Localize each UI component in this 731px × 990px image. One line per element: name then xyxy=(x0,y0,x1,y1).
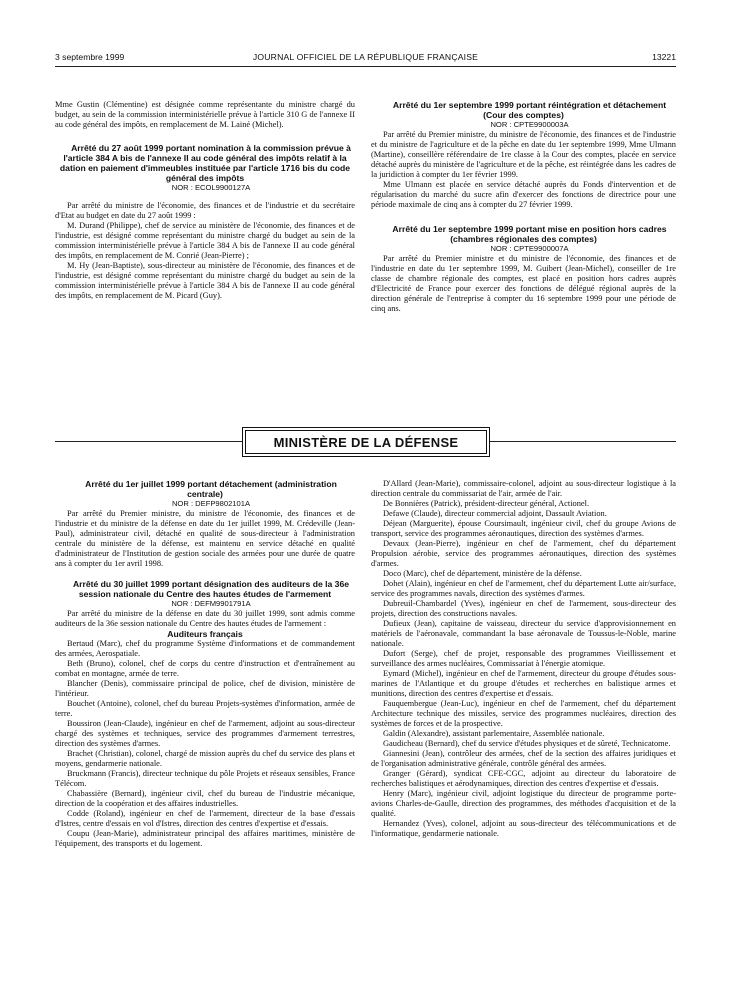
list-item: Gaudicheau (Bernard), chef du service d'études physiques et de sûreté, Technicatome. xyxy=(383,739,671,748)
decree-title-reintegration: Arrêté du 1er septembre 1999 portant réintégration et détachement (Cour des comptes) xyxy=(392,100,667,120)
header-date: 3 septembre 1999 xyxy=(55,52,125,62)
list-item: Brachet (Christian), colonel, chargé de mission auprès du chef du service des plans et moyens, gendarmerie nationale. xyxy=(55,749,355,768)
decree-paragraph: Par arrêté du ministre de l'économie, des finances et de l'industrie et du secrétaire d'Etat au budget en date du 27 août 1999 : xyxy=(55,201,355,220)
list-item: Blancher (Denis), commissaire principal de police, chef de division, ministère de l'intérieur. xyxy=(55,679,355,698)
list-item: De Bonnières (Patrick), président-directeur général, Actionel. xyxy=(383,499,590,508)
list-item: Codde (Roland), ingénieur en chef de l'armement, directeur de la base d'essais d'Istres, centre d'essais en vol d'Istres, direction des centres d'expertise et d'essais. xyxy=(55,809,355,828)
list-item: Henry (Marc), ingénieur civil, adjoint logistique du directeur de programme porte-avions Charles-de-Gaulle, direction des programmes, des méthodes d'acquisition et de la qualité. xyxy=(371,789,676,818)
decree-paragraph: Par arrêté du Premier ministre, du ministre de l'économie, des finances et de l'industrie et du ministre de l'agriculture et de la pêche en date du 1er septembre 1999, Mme Ulmann (Martine), conseillère référendaire de 1re classe à la Cour des comptes, placée en service détaché auprès du ministère de l'agriculture et de la pêche, est réintégrée dans les cadres de la juridiction à compter du 1er février 1999. xyxy=(371,130,676,179)
section-rule-left xyxy=(55,441,243,442)
list-item: Fauquembergue (Jean-Luc), ingénieur en chef de l'armement, chef du département Architecture technique des missiles, service des programmes nucléaires, direction des systèmes de forces et de la prospective. xyxy=(371,699,676,728)
decree-paragraph: Par arrêté du Premier ministre et du ministre de l'économie, des finances et de l'industrie en date du 1er septembre 1999, M. Guibert (Jean-Michel), conseiller de 1re classe de chambre régionale des comptes, est placé en position hors cadres auprès d'Electricité de France pour exercer des fonctions de délégué régional auprès de la direction générale de l'entreprise à compter du 16 septembre 1999 pour une période de cinq ans. xyxy=(371,254,676,313)
list-item: Dufort (Serge), chef de projet, responsable des programmes Vieillissement et surveillance des armes nucléaires, Commissariat à l'énergie atomique. xyxy=(371,649,676,668)
list-item: Bouchet (Antoine), colonel, chef du bureau Projets-systèmes d'information, armée de terre. xyxy=(55,699,355,718)
list-item: Granger (Gérard), syndicat CFE-CGC, adjoint au directeur du laboratoire de recherches balistiques et aérodynamiques, direction des centres d'expertise et d'essais. xyxy=(371,769,676,788)
list-item: Dohet (Alain), ingénieur en chef de l'armement, chef du département Lutte air/surface, service des programmes navals, direction des systèmes d'armes. xyxy=(371,579,676,598)
ministry-heading: MINISTÈRE DE LA DÉFENSE xyxy=(245,430,487,454)
page-header xyxy=(55,52,676,66)
decree-title-commission: Arrêté du 27 août 1999 portant nomination à la commission prévue à l'article 384 A bis de l'annexe II au code général des impôts relatif à la dation en paiement d'immeubles instituée par l'article 1716 bis du code général des impôts xyxy=(59,143,351,183)
decree-paragraph: Par arrêté du Premier ministre, du ministre de l'économie, des finances et de l'industrie et du ministre de la défense en date du 1er juillet 1999, M. Crédeville (Jean-Paul), administrateur civil, détaché en qualité de sous-directeur à l'administration centrale du ministère de la défense, est maintenu en service détaché en qualité d'administrateur de l'Institution de gestion sociale des armées pour une durée de quatre ans à compter du 1er avril 1998. xyxy=(55,509,355,568)
decree-paragraph: Mme Ulmann est placée en service détaché auprès du Fonds d'intervention et de régularisation du marché du sucre afin d'exercer des fonctions de directrice pour une période maximale de cinq ans à compter du 27 février 1999. xyxy=(371,180,676,209)
list-item: Bertaud (Marc), chef du programme Système d'informations et de commandement des armées, Aerospatiale. xyxy=(55,639,355,658)
decree-paragraph: M. Hy (Jean-Baptiste), sous-directeur au ministère de l'économie, des finances et de l'industrie, est désigné comme représentant du ministre chargé du budget au sein de la commission interministérielle prévue à l'article 384 A bis de l'annexe II au code général des impôts, en remplacement de M. Picard (Guy). xyxy=(55,261,355,300)
nor-reference: NOR : DEFP9802101A xyxy=(171,499,251,508)
list-item: D'Allard (Jean-Marie), commissaire-colonel, adjoint au sous-directeur logistique à la direction centrale du commissariat de l'air, armée de l'air. xyxy=(371,479,676,498)
list-item: Boussiron (Jean-Claude), ingénieur en chef de l'armement, adjoint au sous-directeur chargé des systèmes et techniques, service des programmes d'armement terrestres, direction des systèmes d'armes. xyxy=(55,719,355,748)
decree-paragraph: Par arrêté du ministre de la défense en date du 30 juillet 1999, sont admis comme auditeurs de la 36e session nationale du Centre des hautes études de l'armement : xyxy=(55,609,355,628)
intro-paragraph: Mme Gustin (Clémentine) est désignée comme représentante du ministre chargé du budget, au sein de la commission interministérielle prévue à l'article 310 G de l'annexe II au code général des impôts, en remplacement de M. Lainé (Michel). xyxy=(55,100,355,129)
list-item: Eymard (Michel), ingénieur en chef de l'armement, directeur du groupe d'études sous-marines de l'Atlantique et du groupe d'études et recherches en balistique armes et munitions, direction des centres d'expertise et d'essais. xyxy=(371,669,676,698)
right-bottom-column xyxy=(371,479,676,839)
header-page-number: 13221 xyxy=(652,52,676,62)
header-rule xyxy=(55,66,676,67)
list-item: Giannesini (Jean), contrôleur des armées, chef de la section des affaires juridiques et de l'organisation administrative générale, contrôle général des armées. xyxy=(371,749,676,768)
section-rule-right xyxy=(489,441,676,442)
list-item: Beth (Bruno), colonel, chef de corps du centre d'instruction et d'entraînement au combat en montagne, armée de terre. xyxy=(55,659,355,678)
decree-title-hors-cadres: Arrêté du 1er septembre 1999 portant mise en position hors cadres (chambres régionales des comptes) xyxy=(392,224,667,244)
decree-title-detachement: Arrêté du 1er juillet 1999 portant détachement (administration centrale) xyxy=(85,479,337,499)
list-item: Coupu (Jean-Marie), administrateur principal des affaires maritimes, ministère de l'équipement, des transports et du logement. xyxy=(55,829,355,848)
list-item: Galdin (Alexandre), assistant parlementaire, Assemblée nationale. xyxy=(383,729,605,738)
list-item: Doco (Marc), chef de département, ministère de la défense. xyxy=(383,569,582,578)
list-item: Defawe (Claude), directeur commercial adjoint, Dassault Aviation. xyxy=(383,509,607,518)
nor-reference: NOR : CPTE9900007A xyxy=(490,244,569,253)
list-item: Dubreuil-Chambardel (Yves), ingénieur en chef de l'armement, sous-directeur des projets, direction des constructions navales. xyxy=(371,599,676,618)
nor-reference: NOR : DEFM9901791A xyxy=(171,599,251,608)
list-item: Dufieux (Jean), capitaine de vaisseau, directeur du service d'approvisionnement en matériels de l'aéronavale, commandant la base aéronavale de Toussus-le-Noble, marine nationale. xyxy=(371,619,676,648)
list-item: Devaux (Jean-Pierre), ingénieur en chef de l'armement, chef du département Propulsion aérobie, service des programmes aéronautiques, direction des systèmes d'armes. xyxy=(371,539,676,568)
nor-reference: NOR : ECOL9900127A xyxy=(171,183,251,192)
decree-paragraph: M. Durand (Philippe), chef de service au ministère de l'économie, des finances et de l'industrie, est désigné comme représentant du ministre chargé du budget au sein de la commission interministérielle prévue à l'article 384 A bis de l'annexe II au code général des impôts, en remplacement de M. Conrié (Jean-Pierre) ; xyxy=(55,221,355,260)
right-top-column xyxy=(371,100,676,314)
list-item: Bruckmann (Francis), directeur technique du pôle Projets et réseaux sensibles, France Télécom. xyxy=(55,769,355,788)
nor-reference: NOR : CPTE9900003A xyxy=(490,120,569,129)
list-item: Hernandez (Yves), colonel, adjoint au sous-directeur des télécommunications et de l'informatique, gendarmerie nationale. xyxy=(371,819,676,838)
left-bottom-column xyxy=(55,479,355,849)
left-top-column xyxy=(55,100,355,301)
list-subtitle: Auditeurs français xyxy=(167,629,243,639)
list-item: Déjean (Marguerite), épouse Coursimault, ingénieur civil, chef du groupe Avions de transport, service des programmes aéronautiques, direction des systèmes d'armes. xyxy=(371,519,676,538)
header-journal-title: JOURNAL OFFICIEL DE LA RÉPUBLIQUE FRANÇAISE xyxy=(252,52,479,62)
list-item: Chabassière (Bernard), ingénieur civil, chef du bureau de l'industrie mécanique, direction de la coopération et des affaires industrielles. xyxy=(55,789,355,808)
decree-title-auditeurs: Arrêté du 30 juillet 1999 portant désignation des auditeurs de la 36e session nationale du Centre des hautes études de l'armement xyxy=(72,579,350,599)
